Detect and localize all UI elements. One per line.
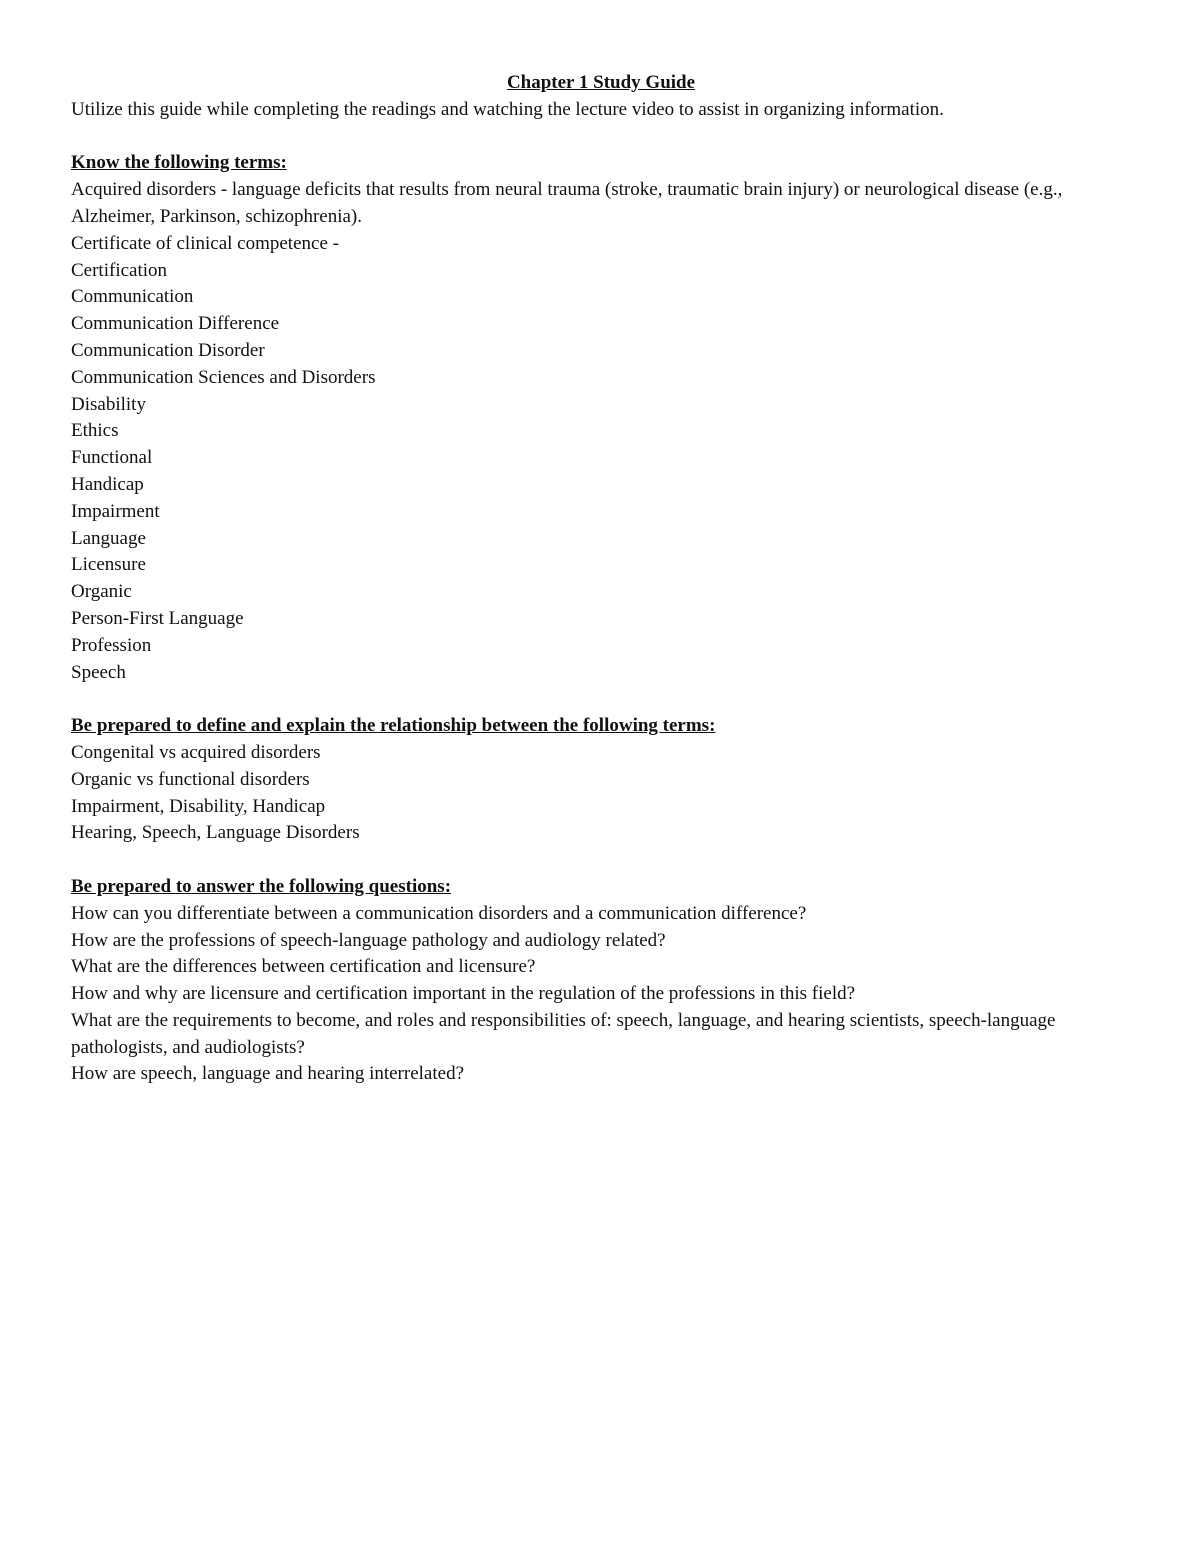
document-intro: Utilize this guide while completing the readings and watching the lecture video to assist in organizing information. [71,98,944,120]
relationships-heading: Be prepared to define and explain the relationship between the following terms: [71,715,716,737]
term-item: Certification [71,259,168,281]
term-item: Communication Sciences and Disorders [71,366,376,388]
term-item: Ethics [71,420,119,442]
term-item: Communication [71,286,194,308]
term-item: Certificate of clinical competence - [71,232,339,254]
document-page [71,70,1131,1088]
relationships-list [71,740,1131,847]
relationship-item: Hearing, Speech, Language Disorders [71,822,360,844]
term-item: Handicap [71,473,144,495]
term-item: Communication Difference [71,313,280,335]
spacer [71,686,1131,713]
questions-list [71,901,1131,1089]
spacer [71,847,1131,874]
relationship-item: Congenital vs acquired disorders [71,741,321,763]
question-item: What are the requirements to become, and roles and responsibilities of: speech, language, and hearing scientists, speech-language pathologists, and audiologists? [71,1009,1056,1058]
relationship-item: Impairment, Disability, Handicap [71,795,326,817]
term-item: Profession [71,634,152,656]
term-item: Functional [71,447,153,469]
questions-heading: Be prepared to answer the following questions: [71,875,452,897]
question-item: How and why are licensure and certification important in the regulation of the professions in this field? [71,983,856,1005]
term-item: Communication Disorder [71,339,265,361]
relationship-item: Organic vs functional disorders [71,768,310,790]
question-item: How can you differentiate between a communication disorders and a communication difference? [71,902,807,924]
term-item: Language [71,527,146,549]
spacer [71,124,1131,151]
term-item: Disability [71,393,146,415]
term-item: Acquired disorders - language deficits that results from neural trauma (stroke, traumatic brain injury) or neurological disease (e.g., Alzheimer, Parkinson, schizophrenia). [71,179,1063,227]
document-title: Chapter 1 Study Guide [506,72,696,93]
terms-heading: Know the following terms: [71,152,287,174]
question-item: How are the professions of speech-language pathology and audiology related? [71,929,666,951]
term-item: Licensure [71,554,146,576]
term-item: Person-First Language [71,607,244,629]
term-item: Impairment [71,500,160,522]
term-item: Organic [71,581,132,603]
question-item: How are speech, language and hearing interrelated? [71,1063,464,1085]
question-item: What are the differences between certification and licensure? [71,956,536,978]
terms-list [71,177,1131,686]
term-item: Speech [71,661,126,683]
